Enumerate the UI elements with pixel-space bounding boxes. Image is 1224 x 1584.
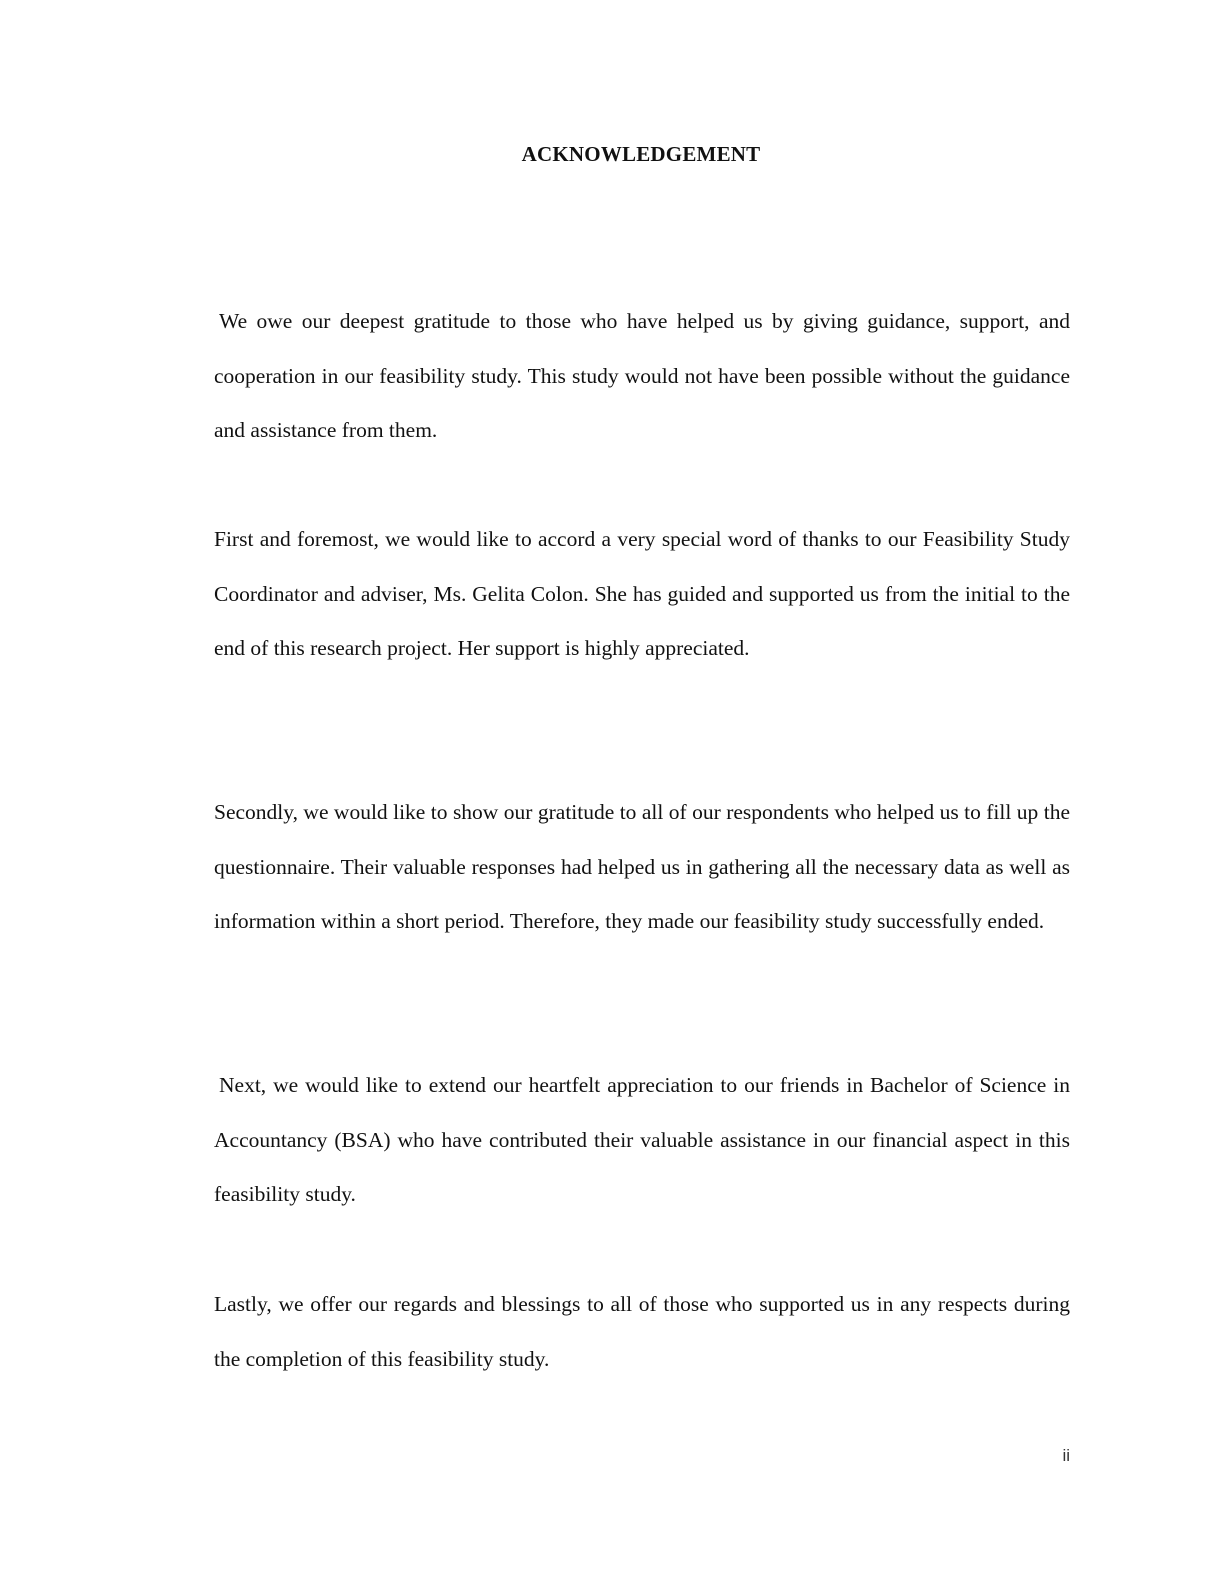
paragraph-closing: Lastly, we offer our regards and blessings to all of those who supported us in any respects during the completion of this feasibility study.: [214, 1292, 1070, 1371]
page-title: ACKNOWLEDGEMENT: [521, 142, 761, 166]
page-number: ii: [1062, 1446, 1070, 1465]
paragraph-friends: Next, we would like to extend our heartfelt appreciation to our friends in Bachelor of Science in Accountancy (BSA) who have contributed their valuable assistance in our financial aspect in this feasibility study.: [214, 1073, 1070, 1207]
paragraph-respondents: Secondly, we would like to show our gratitude to all of our respondents who helped us to fill up the questionnaire. Their valuable responses had helped us in gathering all the necessary data as well as information within a short period. Therefore, they made our feasibility study successfully ended.: [214, 800, 1070, 934]
paragraph-adviser: First and foremost, we would like to accord a very special word of thanks to our Feasibility Study Coordinator and adviser, Ms. Gelita Colon. She has guided and supported us from the initial to the end of this research project. Her support is highly appreciated.: [214, 527, 1070, 661]
paragraph-intro: We owe our deepest gratitude to those who have helped us by giving guidance, support, and cooperation in our feasibility study. This study would not have been possible without the guidance and assistance from them.: [214, 309, 1070, 443]
